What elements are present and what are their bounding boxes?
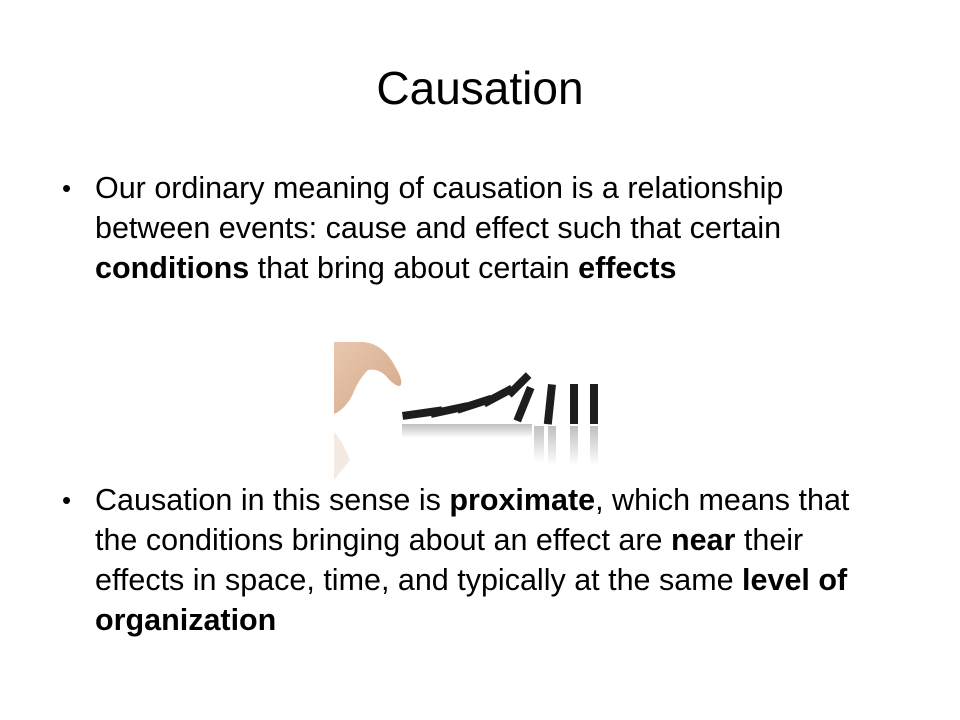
bold-term-level-of-organization: level of organization <box>95 563 848 637</box>
bold-term-near: near <box>670 523 736 557</box>
bold-term-conditions: conditions <box>95 251 250 285</box>
text-run: that bring about certain <box>249 251 579 285</box>
bullet-causation-meaning <box>62 168 862 288</box>
text-run: Our ordinary meaning of causation is a relationship between events: cause and effect such that certain <box>95 171 784 245</box>
text-run: Causation in this sense is <box>95 483 450 517</box>
bullet-text <box>95 480 862 640</box>
bullet-text <box>95 168 862 288</box>
bold-term-proximate: proximate <box>449 483 596 517</box>
slide-title: Causation <box>376 62 584 114</box>
hand-pushing-dominoes-icon <box>334 340 614 480</box>
bullet-marker: • <box>62 173 72 203</box>
text-run: , which means that the conditions bringing about an effect are <box>95 483 850 557</box>
bullet-marker: • <box>62 485 72 515</box>
bullet-proximate-causation <box>62 480 862 640</box>
bold-term-effects: effects <box>578 251 677 285</box>
text-run: their effects in space, time, and typically at the same <box>95 523 804 597</box>
